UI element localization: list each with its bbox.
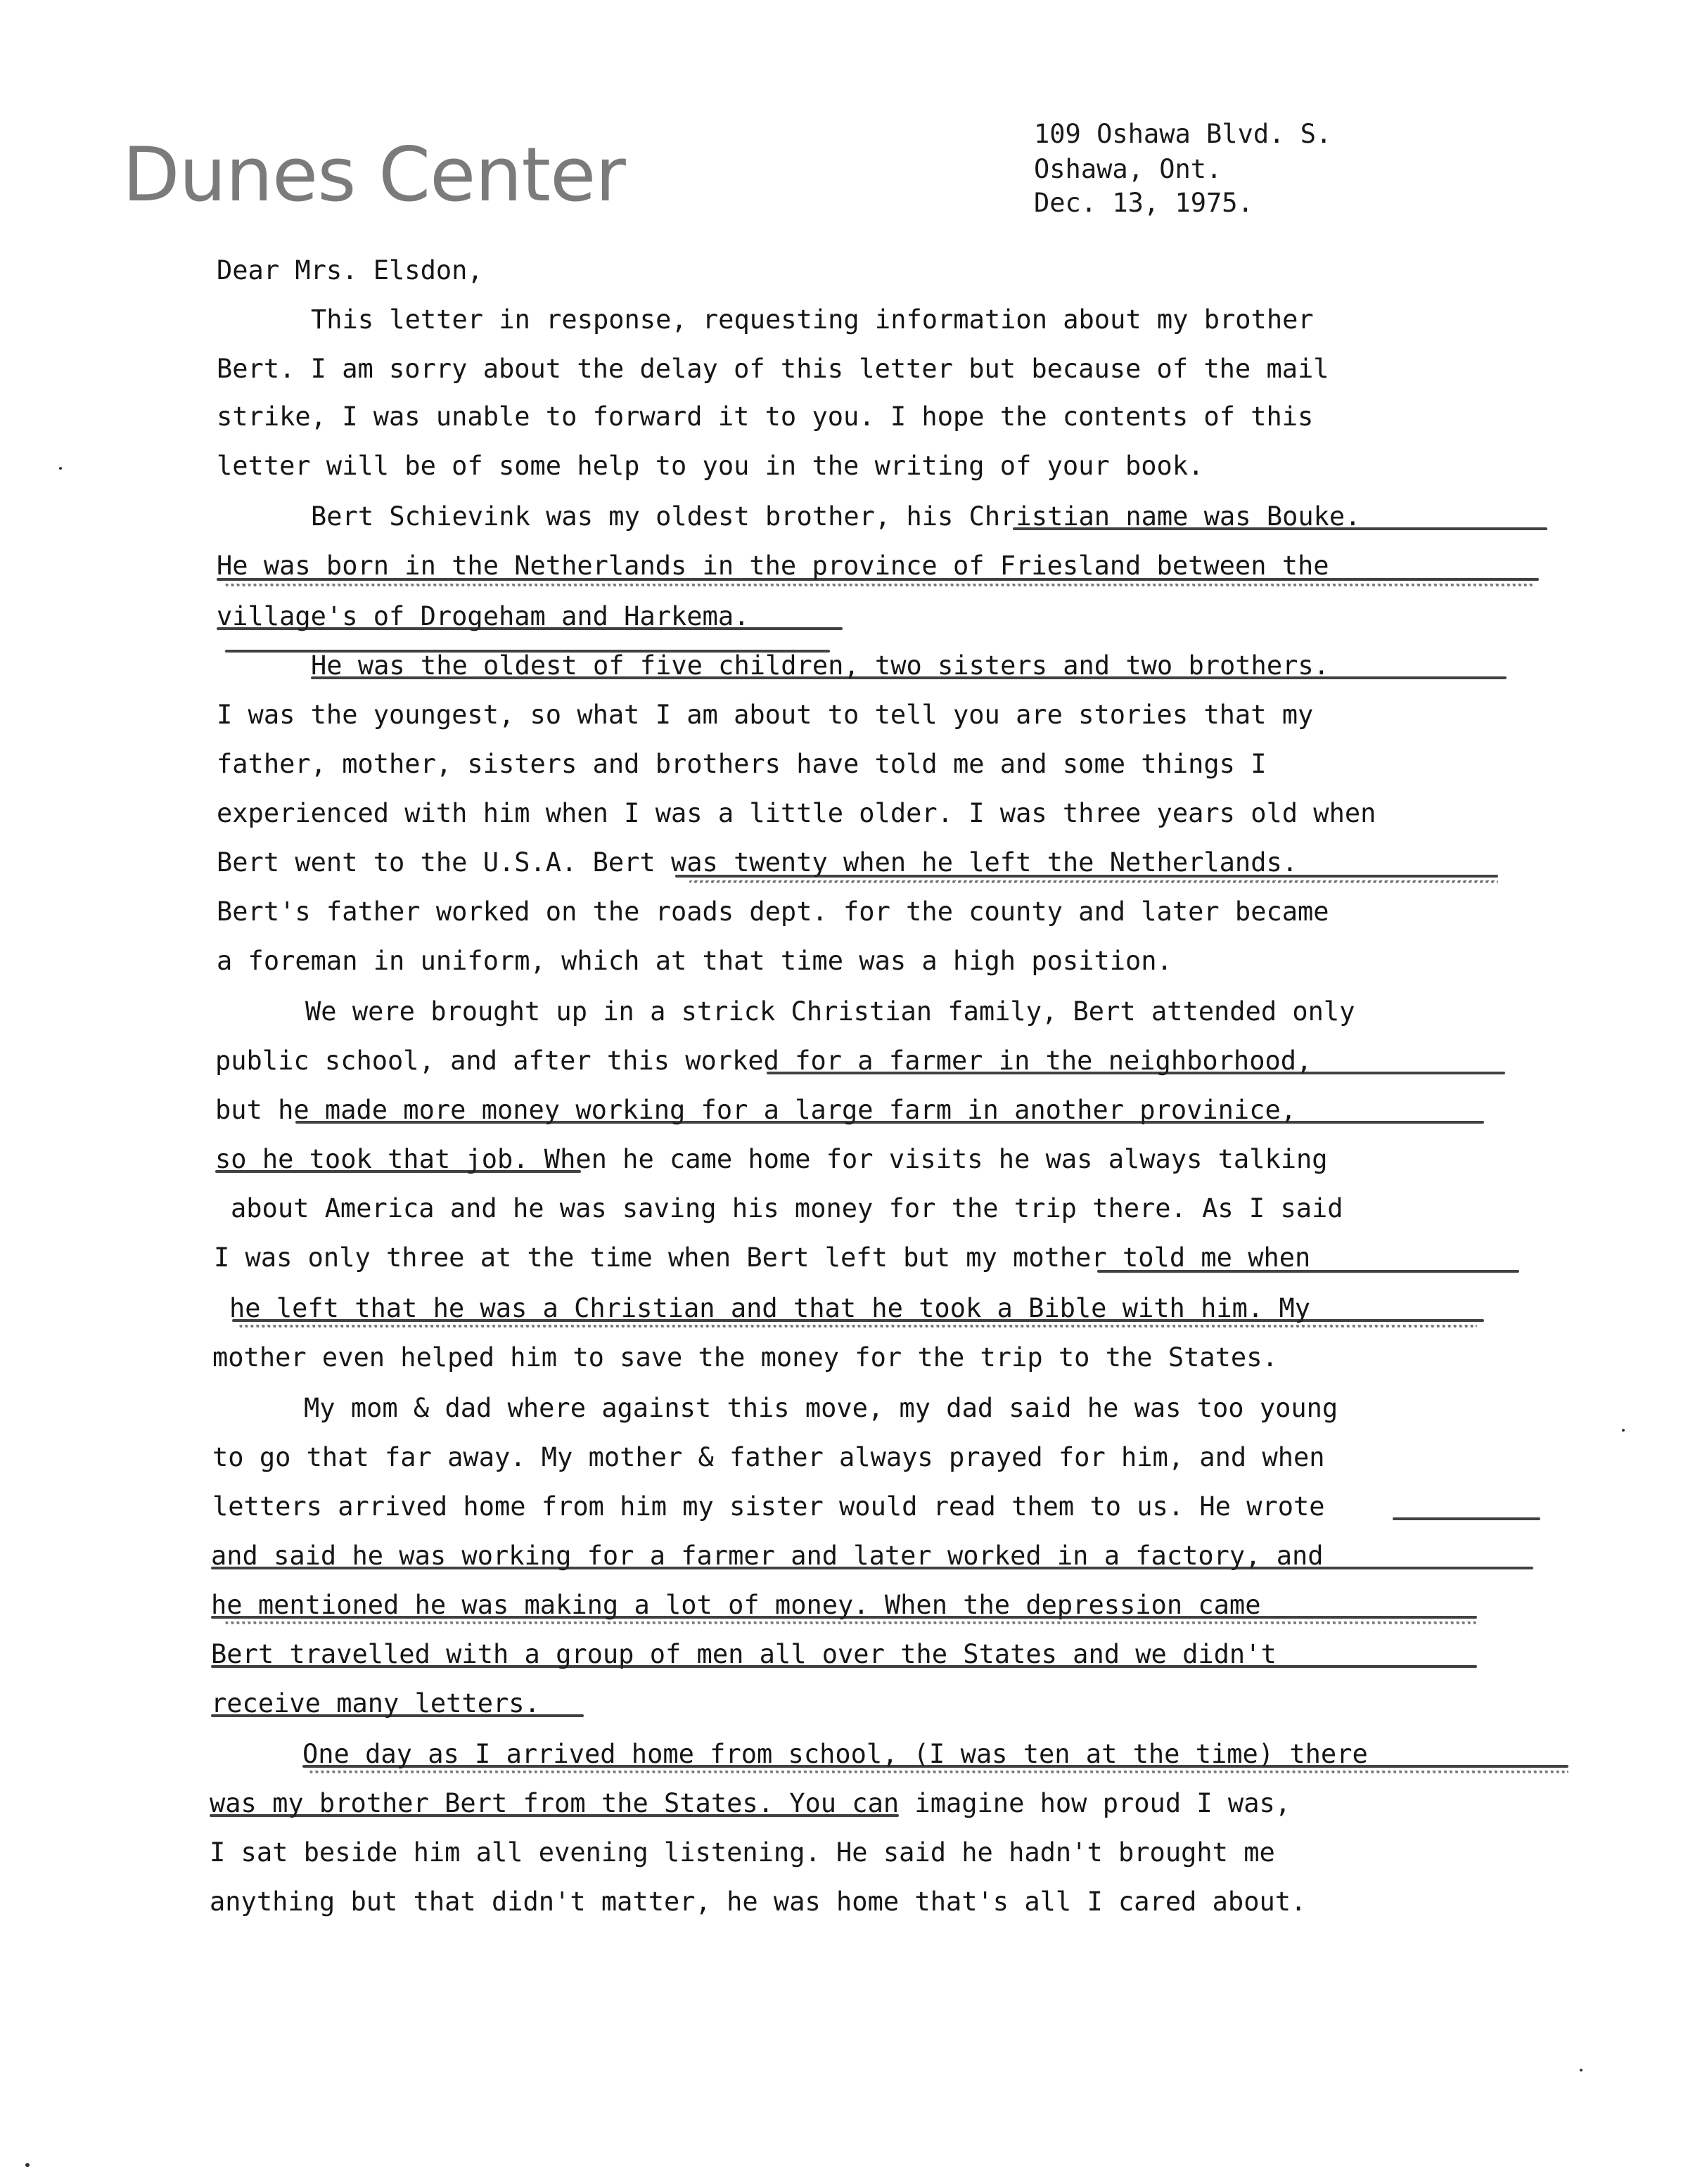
letter-line: was my brother Bert from the States. You can imagine how proud I was, (210, 1788, 1291, 1818)
letter-line: He was the oldest of five children, two sisters and two brothers. (311, 650, 1329, 681)
paper-speck (25, 2163, 30, 2167)
letter-line: so he took that job. When he came home for visits he was always talking (215, 1144, 1328, 1174)
paper-speck (1580, 2069, 1582, 2071)
letter-line: He was born in the Netherlands in the province of Friesland between the (217, 551, 1329, 581)
underline-mark (211, 1714, 584, 1717)
letter-line: village's of Drogeham and Harkema. (217, 601, 750, 631)
paper-speck (1622, 1429, 1625, 1432)
letter-line: I was the youngest, so what I am about to tell you are stories that my (217, 700, 1314, 730)
letter-line: experienced with him when I was a little older. I was three years old when (217, 798, 1376, 828)
underline-mark (767, 1072, 1505, 1074)
underline-mark (302, 1765, 1568, 1768)
letter-line: Bert's father worked on the roads dept. for the county and later became (217, 897, 1329, 927)
smudge-mark (225, 1621, 1477, 1624)
underline-mark (211, 1616, 1477, 1619)
underline-mark (217, 578, 1539, 581)
underline-mark (1097, 1270, 1519, 1273)
letter-line: One day as I arrived home from school, (I was ten at the time) there (302, 1739, 1368, 1769)
underline-mark (232, 1319, 1484, 1322)
underline-mark (217, 627, 843, 630)
letter-line: My mom & dad where against this move, my dad said he was too young (304, 1393, 1338, 1423)
letter-line: and said he was working for a farmer and later worked in a factory, and (211, 1541, 1324, 1571)
underline-mark (225, 650, 830, 653)
dunes-center-watermark: Dunes Center (122, 131, 625, 218)
underline-mark (295, 1121, 1484, 1124)
underline-mark (211, 1665, 1477, 1668)
letter-line: about America and he was saving his money for the trip there. As I said (231, 1193, 1343, 1223)
underline-mark (675, 875, 1498, 878)
letter-line: I was only three at the time when Bert left but my mother told me when (214, 1242, 1311, 1273)
letter-line: he left that he was a Christian and that he took a Bible with him. My (229, 1293, 1311, 1323)
underline-mark (215, 1170, 581, 1173)
letter-line: Bert travelled with a group of men all over the States and we didn't (211, 1639, 1277, 1669)
letter-line: anything but that didn't matter, he was home that's all I cared about. (210, 1887, 1307, 1917)
underline-mark (211, 1567, 1533, 1569)
smudge-mark (689, 880, 1498, 883)
smudge-mark (309, 1771, 1568, 1773)
underline-mark (1393, 1517, 1540, 1520)
letter-line: letter will be of some help to you in the writing of your book. (217, 451, 1204, 481)
letter-line: father, mother, sisters and brothers have told me and some things I (217, 749, 1267, 779)
paper-speck (59, 467, 62, 470)
letter-line: public school, and after this worked for a farmer in the neighborhood, (215, 1046, 1312, 1076)
letter-line: This letter in response, requesting information about my brother (311, 304, 1314, 335)
underline-mark (1013, 527, 1547, 530)
letter-line: letters arrived home from him my sister would read them to us. He wrote (212, 1491, 1325, 1522)
letter-line: a foreman in uniform, which at that time was a high position. (217, 946, 1172, 976)
letter-line: receive many letters. (211, 1688, 540, 1719)
letter-line: he mentioned he was making a lot of money. When the depression came (211, 1590, 1261, 1620)
smudge-mark (225, 584, 1533, 586)
address-city: Oshawa, Ont. (1034, 154, 1222, 184)
smudge-mark (239, 1325, 1477, 1328)
letter-line: I sat beside him all evening listening. He said he hadn't brought me (210, 1837, 1275, 1868)
letter-line: We were brought up in a strick Christian family, Bert attended only (305, 996, 1355, 1027)
letter-line: to go that far away. My mother & father always prayed for him, and when (212, 1442, 1325, 1472)
letter-line: but he made more money working for a large farm in another provinice, (215, 1095, 1297, 1125)
letter-line: Bert. I am sorry about the delay of this letter but because of the mail (217, 354, 1329, 384)
underline-mark (311, 676, 1507, 679)
letter-line: Bert went to the U.S.A. Bert was twenty when he left the Netherlands. (217, 847, 1298, 878)
letter-line: strike, I was unable to forward it to you. I hope the contents of this (217, 402, 1314, 432)
letter-line: mother even helped him to save the money for the trip to the States. (212, 1342, 1278, 1373)
address-street: 109 Oshawa Blvd. S. (1034, 119, 1332, 149)
letter-line: Bert Schievink was my oldest brother, his Christian name was Bouke. (311, 501, 1361, 532)
letter-date: Dec. 13, 1975. (1034, 188, 1253, 218)
underline-mark (210, 1814, 899, 1817)
salutation: Dear Mrs. Elsdon, (217, 255, 483, 285)
